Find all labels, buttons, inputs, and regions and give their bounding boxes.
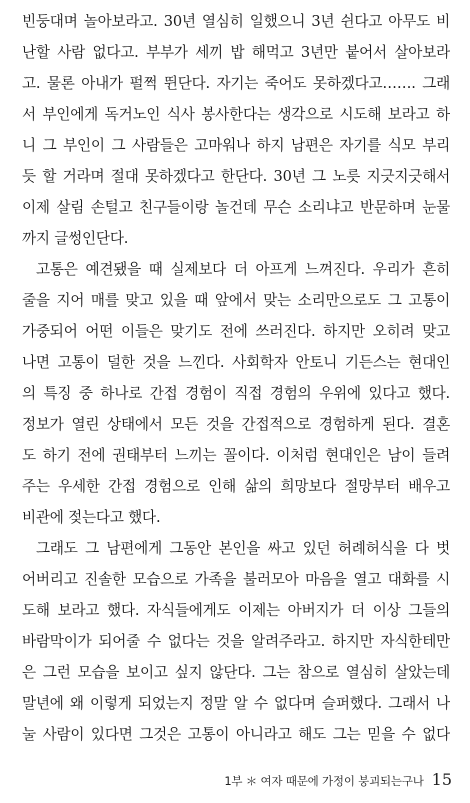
- text-line: 눌 사람이 있다면 그것은 고통이 아니라고 해도 그는 믿을 수 없다: [22, 726, 450, 743]
- text-line: 도 하기 전에 권태부터 느끼는 꼴이다. 이처럼 현대인은 남이 들려: [22, 447, 450, 464]
- running-title: 1부 ＊ 여자 때문에 가정이 붕괴되는구나: [224, 774, 424, 788]
- paragraph-3: [22, 533, 450, 750]
- text-line: 고. 물론 아내가 펄쩍 뛴단다. 자기는 죽어도 못하겠다고……. 그래: [22, 75, 450, 92]
- paragraph-1: [22, 6, 450, 254]
- text-line: 이제 살림 손털고 친구들이랑 놀건데 무슨 소리냐고 반문하며 눈물: [22, 199, 450, 216]
- page-footer: [224, 770, 452, 789]
- text-line: 줄을 지어 매를 맞고 있을 때 앞에서 맞는 소리만으로도 그 고통이: [22, 292, 450, 309]
- paragraph-2: [22, 254, 450, 533]
- text-line: 말년에 왜 이렇게 되었는지 정말 알 수 없다며 슬퍼했다. 그래서 나: [22, 695, 450, 712]
- text-line: 니 그 부인이 그 사람들은 고마워나 하지 남편은 자기를 식모 부리: [22, 137, 450, 154]
- text-line: 까지 글썽인단다.: [22, 230, 129, 247]
- text-line: 비관에 젖는다고 했다.: [22, 509, 161, 526]
- page-number: 15: [431, 770, 452, 789]
- text-line: 바람막이가 되어줄 수 없다는 것을 알려주라고. 하지만 자식한테만: [22, 633, 450, 650]
- text-line: 나면 고통이 덜한 것을 느낀다. 사회학자 안토니 기든스는 현대인: [22, 354, 450, 371]
- text-line: 도해 보라고 했다. 자식들에게도 이제는 아버지가 더 이상 그들의: [22, 602, 450, 619]
- text-line: 은 그런 모습을 보이고 싶지 않단다. 그는 참으로 열심히 살았는데: [22, 664, 450, 681]
- text-line: 서 부인에게 독거노인 식사 봉사한다는 생각으로 시도해 보라고 하: [22, 106, 450, 123]
- text-line: 고통은 예견됐을 때 실제보다 더 아프게 느껴진다. 우리가 흔히: [36, 261, 450, 278]
- text-line: 가중되어 어떤 이들은 맞기도 전에 쓰러진다. 하지만 오히려 맞고: [22, 323, 450, 340]
- page-body: [22, 6, 450, 750]
- text-line: 그래도 그 남편에게 그동안 본인을 싸고 있던 허례허식을 다 벗: [36, 540, 450, 557]
- text-line: 의 특징 중 하나로 간접 경험이 직접 경험의 우위에 있다고 했다.: [22, 385, 450, 402]
- text-line: 어버리고 진솔한 모습으로 가족을 불러모아 마음을 열고 대화를 시: [22, 571, 450, 588]
- text-line: 정보가 열린 상태에서 모든 것을 간접적으로 경험하게 된다. 결혼: [22, 416, 450, 433]
- text-line: 난할 사람 없다고. 부부가 세끼 밥 해먹고 3년만 붙어서 살아보라: [22, 44, 450, 61]
- text-line: 빈둥대며 놀아보라고. 30년 열심히 일했으니 3년 쉰다고 아무도 비: [22, 13, 450, 30]
- text-line: 듯 할 거라며 절대 못하겠다고 한단다. 30년 그 노릇 지긋지긋해서: [22, 168, 450, 185]
- text-line: 주는 우세한 간접 경험으로 인해 삶의 희망보다 절망부터 배우고: [22, 478, 450, 495]
